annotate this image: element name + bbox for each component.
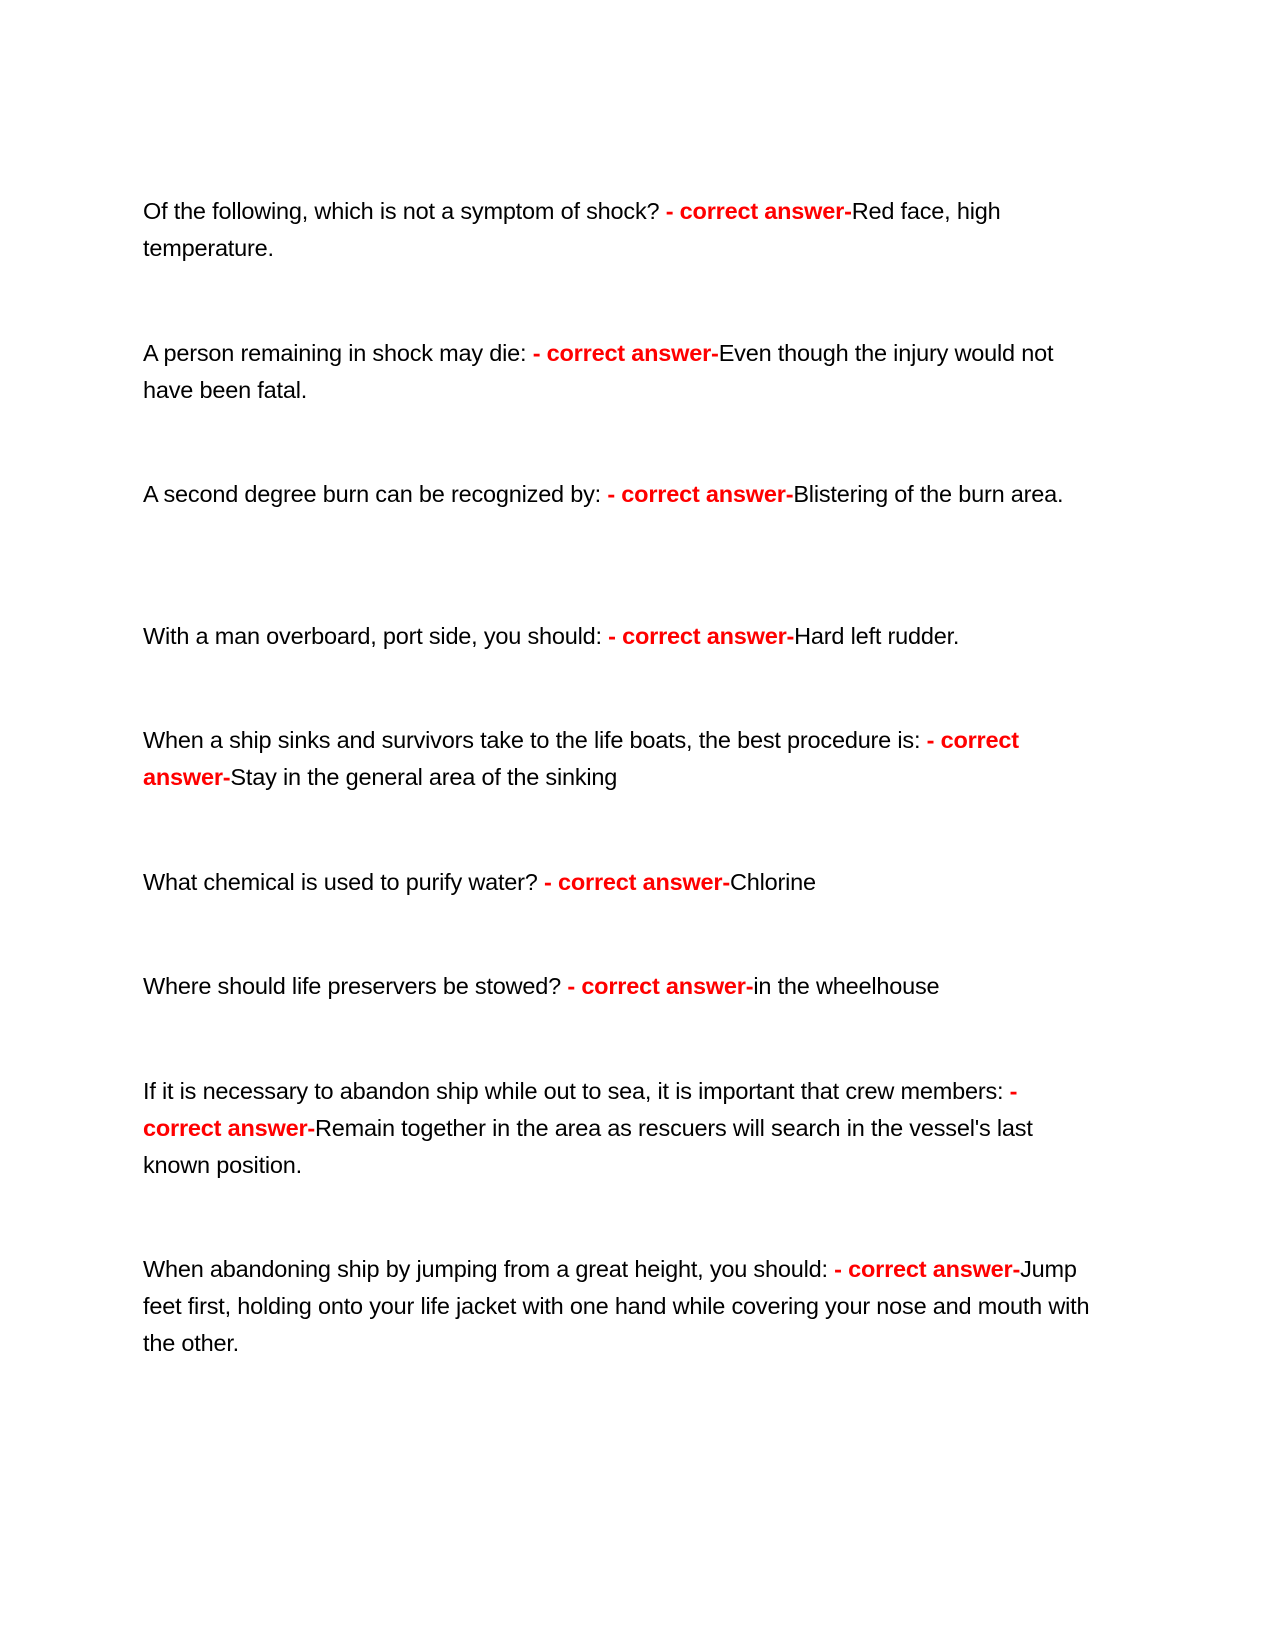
- question-text: When abandoning ship by jumping from a great height, you should:: [143, 1256, 835, 1282]
- qa-item-3: [143, 476, 1093, 513]
- qa-item-9: [143, 1251, 1093, 1362]
- question-text: What chemical is used to purify water?: [143, 869, 545, 895]
- correct-answer-label: - correct answer-: [665, 198, 852, 224]
- question-text: With a man overboard, port side, you should:: [143, 623, 609, 649]
- answer-text: Remain together in the area as rescuers will search in the vessel's last known position.: [143, 1115, 1033, 1178]
- correct-answer-label: - correct answer-: [544, 869, 730, 895]
- correct-answer-label: - correct answer-: [143, 1078, 1018, 1141]
- answer-text: Blistering of the burn area.: [793, 481, 1064, 507]
- question-text: Where should life preservers be stowed?: [143, 973, 568, 999]
- correct-answer-label: - correct answer-: [607, 481, 794, 507]
- question-text: A second degree burn can be recognized by:: [143, 481, 608, 507]
- question-text: When a ship sinks and survivors take to the life boats, the best procedure is:: [143, 727, 927, 753]
- correct-answer-label: - correct answer-: [143, 727, 1019, 790]
- correct-answer-label: - correct answer-: [834, 1256, 1021, 1282]
- answer-text: Chlorine: [730, 869, 816, 895]
- question-text: A person remaining in shock may die:: [143, 340, 533, 366]
- question-text: If it is necessary to abandon ship while out to sea, it is important that crew members:: [143, 1078, 1010, 1104]
- qa-item-4: [143, 618, 1093, 655]
- correct-answer-label: - correct answer-: [608, 623, 795, 649]
- qa-item-7: [143, 968, 1093, 1005]
- qa-item-2: [143, 335, 1093, 409]
- answer-text: Stay in the general area of the sinking: [230, 764, 618, 790]
- qa-item-8: [143, 1073, 1093, 1184]
- correct-answer-label: - correct answer-: [567, 973, 754, 999]
- question-text: Of the following, which is not a symptom of shock?: [143, 198, 666, 224]
- answer-text: Even though the injury would not have been fatal.: [143, 340, 1054, 403]
- correct-answer-label: - correct answer-: [532, 340, 719, 366]
- qa-item-5: [143, 722, 1093, 796]
- qa-item-1: [143, 193, 1093, 267]
- answer-text: in the wheelhouse: [753, 973, 940, 999]
- answer-text: Jump feet first, holding onto your life jacket with one hand while covering your nose and mouth with the other.: [143, 1256, 1090, 1356]
- qa-item-6: [143, 864, 1093, 901]
- answer-text: Red face, high temperature.: [143, 198, 1001, 261]
- answer-text: Hard left rudder.: [794, 623, 960, 649]
